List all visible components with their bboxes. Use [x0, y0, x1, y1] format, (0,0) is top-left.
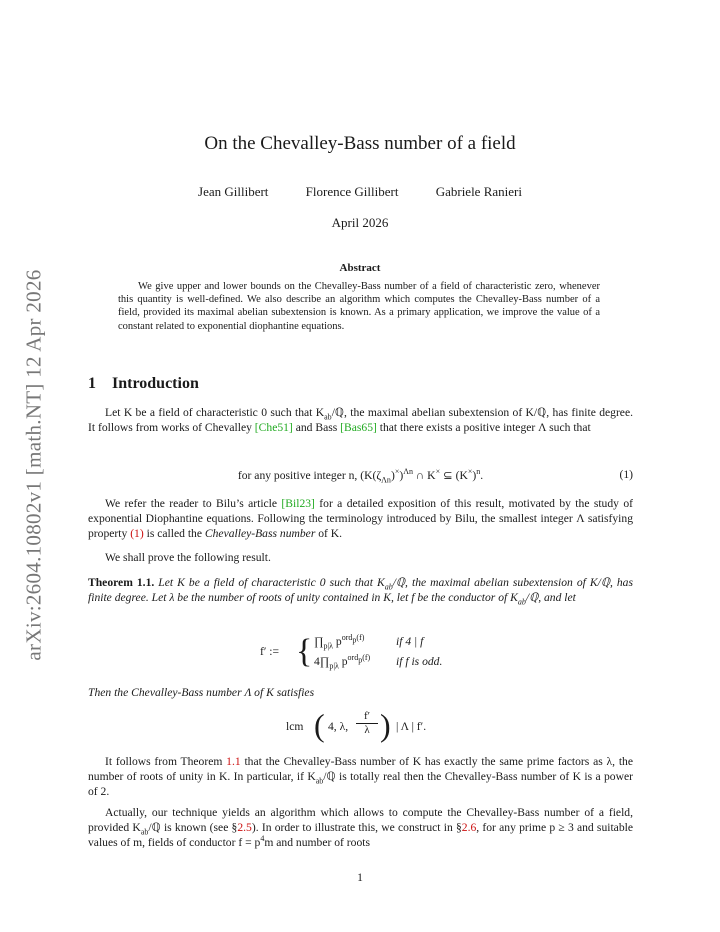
- equation-1-number: (1): [619, 468, 633, 481]
- equation-1: [88, 468, 633, 484]
- definition-f-prime: f′ := { $\prod_{p|\lambda}$ $p^{ord_p(f)}$ $4\prod_{p|\lambda}$ $p^{ord_p(f)}$ if 4 | f if f is odd.: [260, 633, 443, 671]
- citation-bil23[interactable]: [Bil23]: [281, 497, 315, 510]
- section-title: Introduction: [112, 375, 199, 392]
- case-2-condition: if f is odd.: [396, 655, 443, 668]
- ref-theorem-1-1[interactable]: 1.1: [226, 755, 241, 768]
- author-1: Jean Gillibert: [198, 184, 269, 199]
- paper-date: April 2026: [331, 215, 389, 230]
- paragraph-5: Actually, our technique yields an algorithm which allows to compute the Chevalley-Bass number of a field, provided $K_{ab}/ℚ$ is known (see §2.5). In order to illustrate this, we construct in §2.6, for any prime p ≥ 3 and suitable values of m, fields of conductor $f = p^4m$ and number of roots: [88, 806, 633, 849]
- section-heading: [88, 375, 199, 393]
- page-number: 1: [357, 871, 363, 884]
- theorem-label: Theorem 1.1.: [88, 576, 155, 589]
- abstract-text: We give upper and lower bounds on the Chevalley-Bass number of a field of characteristic zero, whenever this quantity is well-defined. We also describe an algorithm which computes the Chevalley-Bass number of a field, provided its maximal abelian subextension is known. As a primary application, we improve the value of a constant related to exponential diophantine equations.: [118, 281, 600, 332]
- section-number: 1: [88, 375, 96, 392]
- paragraph-3: We shall prove the following result.: [105, 551, 271, 564]
- paragraph-2: We refer the reader to Bilu’s article [Bil23] for a detailed exposition of this result, motivated by the study of exponential Diophantine equations. Following the terminology introduced by Bilu, the smallest integer Λ satisfying property (1) is called the Chevalley-Bass number of K.: [88, 497, 633, 540]
- arxiv-sidebar: [22, 245, 46, 685]
- equation-1-body: for any positive integer n, $(K(\zeta_{\Lambda n})^\times)^{\Lambda n}$ ∩ K× ⊆ $(K^\times)^n$.: [237, 467, 484, 485]
- paragraph-4: It follows from Theorem 1.1 that the Chevalley-Bass number of K has exactly the same prime factors as λ, the number of roots of unity in K. In particular, if $K_{ab}/ℚ$ is totally real then the Chevalley-Bass number of K is a power of 2.: [88, 755, 633, 798]
- paper-title: On the Chevalley-Bass number of a field: [204, 133, 516, 154]
- ref-section-2-6[interactable]: 2.6: [461, 821, 477, 834]
- theorem-conclusion: Then the Chevalley-Bass number Λ of K satisfies: [88, 686, 315, 699]
- author-list: [0, 184, 720, 200]
- lcm-equation: lcm ( 4, λ, f′ λ ) | Λ | f′.: [286, 707, 427, 743]
- abstract-heading: Abstract: [339, 262, 381, 274]
- ref-section-2-5[interactable]: 2.5: [237, 821, 252, 834]
- author-2: Florence Gillibert: [305, 184, 399, 199]
- arxiv-identifier: arXiv:2604.10802v1 [math.NT] 12 Apr 2026: [21, 269, 46, 661]
- case-1-condition: if 4 | f: [396, 635, 424, 648]
- ref-equation-1[interactable]: (1): [130, 527, 144, 540]
- paragraph-1: Let K be a field of characteristic 0 such that $K_{ab}/ℚ$, the maximal abelian subextension of K/ℚ, has finite degree. It follows from works of Chevalley [Che51] and Bass [Bas65] that there exists a positive integer Λ such that: [88, 406, 633, 434]
- citation-che51[interactable]: [Che51]: [254, 421, 293, 434]
- theorem-1-1: Theorem 1.1. Let K be a field of characteristic 0 such that $K_{ab}/ℚ$, the maximal abelian subextension of K/ℚ, has finite degree. Let λ be the number of roots of unity contained in K, let f be the conductor of $K_{ab}/ℚ$, and let: [88, 576, 633, 607]
- author-3: Gabriele Ranieri: [435, 184, 522, 199]
- citation-bas65[interactable]: [Bas65]: [340, 421, 377, 434]
